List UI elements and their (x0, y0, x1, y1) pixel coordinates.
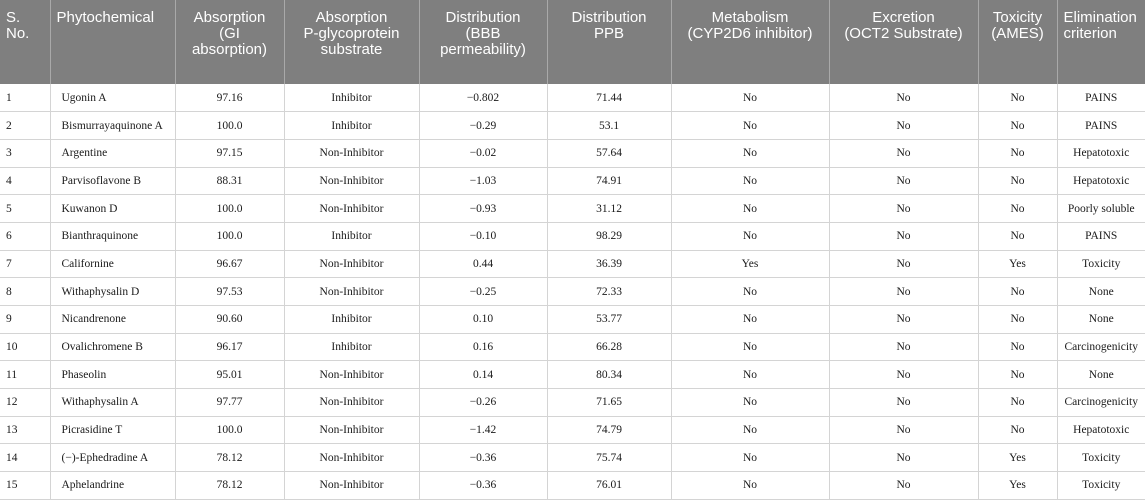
cell-cyp2d6-inhibitor: No (671, 139, 829, 167)
cell-sno: 2 (0, 112, 50, 140)
cell-elimination-criterion: Hepatotoxic (1057, 167, 1145, 195)
cell-bbb-permeability: −0.93 (419, 195, 547, 223)
cell-bbb-permeability: 0.16 (419, 333, 547, 361)
cell-ppb: 76.01 (547, 472, 671, 500)
cell-pgp-substrate: Non-Inhibitor (284, 278, 419, 306)
cell-gi-absorption: 100.0 (175, 195, 284, 223)
cell-sno: 1 (0, 84, 50, 112)
cell-ames-toxicity: No (978, 167, 1057, 195)
cell-pgp-substrate: Non-Inhibitor (284, 195, 419, 223)
cell-ames-toxicity: No (978, 333, 1057, 361)
cell-sno: 4 (0, 167, 50, 195)
cell-gi-absorption: 100.0 (175, 222, 284, 250)
header-sno: S. No. (0, 0, 50, 84)
table-body (0, 84, 1145, 499)
cell-oct2-substrate: No (829, 361, 978, 389)
cell-gi-absorption: 97.16 (175, 84, 284, 112)
cell-phytochemical: Kuwanon D (50, 195, 175, 223)
cell-elimination-criterion: Carcinogenicity (1057, 389, 1145, 417)
cell-ppb: 36.39 (547, 250, 671, 278)
cell-cyp2d6-inhibitor: No (671, 167, 829, 195)
table-row (0, 416, 1145, 444)
cell-cyp2d6-inhibitor: No (671, 222, 829, 250)
cell-pgp-substrate: Non-Inhibitor (284, 139, 419, 167)
cell-pgp-substrate: Non-Inhibitor (284, 389, 419, 417)
cell-elimination-criterion: PAINS (1057, 84, 1145, 112)
cell-ames-toxicity: No (978, 278, 1057, 306)
cell-sno: 8 (0, 278, 50, 306)
cell-ames-toxicity: No (978, 361, 1057, 389)
cell-ppb: 57.64 (547, 139, 671, 167)
cell-oct2-substrate: No (829, 444, 978, 472)
cell-bbb-permeability: −0.802 (419, 84, 547, 112)
cell-phytochemical: Bianthraquinone (50, 222, 175, 250)
cell-sno: 5 (0, 195, 50, 223)
cell-ppb: 53.77 (547, 306, 671, 334)
cell-oct2-substrate: No (829, 139, 978, 167)
cell-oct2-substrate: No (829, 389, 978, 417)
cell-ppb: 71.44 (547, 84, 671, 112)
cell-pgp-substrate: Inhibitor (284, 84, 419, 112)
table-row (0, 139, 1145, 167)
cell-ppb: 75.74 (547, 444, 671, 472)
cell-oct2-substrate: No (829, 84, 978, 112)
cell-elimination-criterion: Toxicity (1057, 250, 1145, 278)
cell-phytochemical: Parvisoflavone B (50, 167, 175, 195)
table-row (0, 333, 1145, 361)
cell-oct2-substrate: No (829, 306, 978, 334)
cell-oct2-substrate: No (829, 222, 978, 250)
cell-pgp-substrate: Inhibitor (284, 333, 419, 361)
cell-phytochemical: Ugonin A (50, 84, 175, 112)
cell-bbb-permeability: −1.42 (419, 416, 547, 444)
cell-oct2-substrate: No (829, 195, 978, 223)
cell-bbb-permeability: −0.02 (419, 139, 547, 167)
cell-gi-absorption: 96.67 (175, 250, 284, 278)
cell-elimination-criterion: PAINS (1057, 112, 1145, 140)
cell-gi-absorption: 90.60 (175, 306, 284, 334)
cell-gi-absorption: 88.31 (175, 167, 284, 195)
cell-bbb-permeability: −0.10 (419, 222, 547, 250)
cell-phytochemical: Argentine (50, 139, 175, 167)
cell-ames-toxicity: Yes (978, 472, 1057, 500)
table-row (0, 278, 1145, 306)
cell-pgp-substrate: Inhibitor (284, 222, 419, 250)
cell-ames-toxicity: No (978, 84, 1057, 112)
cell-elimination-criterion: PAINS (1057, 222, 1145, 250)
cell-sno: 9 (0, 306, 50, 334)
cell-bbb-permeability: −0.29 (419, 112, 547, 140)
cell-phytochemical: Bismurrayaquinone A (50, 112, 175, 140)
cell-ames-toxicity: No (978, 139, 1057, 167)
cell-pgp-substrate: Inhibitor (284, 306, 419, 334)
header-elimination: Elimination criterion (1057, 0, 1145, 84)
table-row (0, 250, 1145, 278)
cell-ames-toxicity: No (978, 112, 1057, 140)
cell-pgp-substrate: Inhibitor (284, 112, 419, 140)
cell-pgp-substrate: Non-Inhibitor (284, 361, 419, 389)
cell-phytochemical: Aphelandrine (50, 472, 175, 500)
cell-phytochemical: Californine (50, 250, 175, 278)
cell-cyp2d6-inhibitor: No (671, 361, 829, 389)
table-row (0, 361, 1145, 389)
header-row (0, 0, 1145, 84)
cell-cyp2d6-inhibitor: No (671, 112, 829, 140)
cell-elimination-criterion: Poorly soluble (1057, 195, 1145, 223)
cell-pgp-substrate: Non-Inhibitor (284, 444, 419, 472)
cell-bbb-permeability: −0.25 (419, 278, 547, 306)
cell-ames-toxicity: No (978, 306, 1057, 334)
header-excretion: Excretion (OCT2 Substrate) (829, 0, 978, 84)
cell-pgp-substrate: Non-Inhibitor (284, 472, 419, 500)
cell-gi-absorption: 100.0 (175, 112, 284, 140)
cell-oct2-substrate: No (829, 278, 978, 306)
cell-ppb: 80.34 (547, 361, 671, 389)
cell-cyp2d6-inhibitor: No (671, 444, 829, 472)
cell-ppb: 74.79 (547, 416, 671, 444)
cell-gi-absorption: 78.12 (175, 472, 284, 500)
cell-oct2-substrate: No (829, 333, 978, 361)
cell-cyp2d6-inhibitor: No (671, 333, 829, 361)
cell-cyp2d6-inhibitor: No (671, 389, 829, 417)
cell-elimination-criterion: Hepatotoxic (1057, 416, 1145, 444)
cell-gi-absorption: 97.77 (175, 389, 284, 417)
cell-phytochemical: Withaphysalin A (50, 389, 175, 417)
cell-bbb-permeability: −0.36 (419, 444, 547, 472)
table-row (0, 167, 1145, 195)
cell-cyp2d6-inhibitor: No (671, 306, 829, 334)
cell-elimination-criterion: None (1057, 306, 1145, 334)
cell-gi-absorption: 97.53 (175, 278, 284, 306)
cell-oct2-substrate: No (829, 416, 978, 444)
cell-ppb: 31.12 (547, 195, 671, 223)
cell-phytochemical: Ovalichromene B (50, 333, 175, 361)
cell-pgp-substrate: Non-Inhibitor (284, 167, 419, 195)
cell-cyp2d6-inhibitor: No (671, 472, 829, 500)
cell-phytochemical: Phaseolin (50, 361, 175, 389)
cell-ames-toxicity: No (978, 389, 1057, 417)
header-ppb: Distribution PPB (547, 0, 671, 84)
cell-oct2-substrate: No (829, 167, 978, 195)
header-metabolism: Metabolism (CYP2D6 inhibitor) (671, 0, 829, 84)
cell-cyp2d6-inhibitor: No (671, 278, 829, 306)
cell-elimination-criterion: Carcinogenicity (1057, 333, 1145, 361)
cell-cyp2d6-inhibitor: Yes (671, 250, 829, 278)
cell-sno: 6 (0, 222, 50, 250)
cell-elimination-criterion: Hepatotoxic (1057, 139, 1145, 167)
table-row (0, 195, 1145, 223)
cell-ppb: 53.1 (547, 112, 671, 140)
cell-gi-absorption: 100.0 (175, 416, 284, 444)
cell-elimination-criterion: None (1057, 361, 1145, 389)
cell-phytochemical: Picrasidine T (50, 416, 175, 444)
cell-ppb: 72.33 (547, 278, 671, 306)
cell-sno: 10 (0, 333, 50, 361)
cell-ppb: 71.65 (547, 389, 671, 417)
cell-elimination-criterion: None (1057, 278, 1145, 306)
cell-pgp-substrate: Non-Inhibitor (284, 416, 419, 444)
cell-ames-toxicity: No (978, 416, 1057, 444)
cell-ppb: 74.91 (547, 167, 671, 195)
cell-phytochemical: (−)-Ephedradine A (50, 444, 175, 472)
header-bbb-permeability: Distribution (BBB permeability) (419, 0, 547, 84)
cell-ames-toxicity: No (978, 195, 1057, 223)
cell-cyp2d6-inhibitor: No (671, 195, 829, 223)
cell-ppb: 66.28 (547, 333, 671, 361)
table-row (0, 306, 1145, 334)
cell-ppb: 98.29 (547, 222, 671, 250)
cell-oct2-substrate: No (829, 250, 978, 278)
table-row (0, 84, 1145, 112)
cell-bbb-permeability: 0.14 (419, 361, 547, 389)
cell-ames-toxicity: Yes (978, 250, 1057, 278)
cell-ames-toxicity: No (978, 222, 1057, 250)
cell-sno: 12 (0, 389, 50, 417)
cell-oct2-substrate: No (829, 472, 978, 500)
cell-bbb-permeability: 0.44 (419, 250, 547, 278)
table-row (0, 112, 1145, 140)
cell-elimination-criterion: Toxicity (1057, 444, 1145, 472)
cell-bbb-permeability: −0.26 (419, 389, 547, 417)
table-row (0, 472, 1145, 500)
cell-pgp-substrate: Non-Inhibitor (284, 250, 419, 278)
cell-bbb-permeability: −1.03 (419, 167, 547, 195)
cell-sno: 3 (0, 139, 50, 167)
cell-sno: 11 (0, 361, 50, 389)
cell-cyp2d6-inhibitor: No (671, 84, 829, 112)
cell-sno: 13 (0, 416, 50, 444)
cell-sno: 15 (0, 472, 50, 500)
cell-phytochemical: Nicandrenone (50, 306, 175, 334)
header-toxicity: Toxicity (AMES) (978, 0, 1057, 84)
header-pgp-substrate: Absorption P-glycoprotein substrate (284, 0, 419, 84)
cell-cyp2d6-inhibitor: No (671, 416, 829, 444)
cell-gi-absorption: 97.15 (175, 139, 284, 167)
cell-elimination-criterion: Toxicity (1057, 472, 1145, 500)
cell-sno: 14 (0, 444, 50, 472)
table-row (0, 222, 1145, 250)
cell-phytochemical: Withaphysalin D (50, 278, 175, 306)
header-phytochemical: Phytochemical (50, 0, 175, 84)
cell-bbb-permeability: 0.10 (419, 306, 547, 334)
cell-gi-absorption: 95.01 (175, 361, 284, 389)
cell-oct2-substrate: No (829, 112, 978, 140)
table-row (0, 389, 1145, 417)
cell-ames-toxicity: Yes (978, 444, 1057, 472)
cell-bbb-permeability: −0.36 (419, 472, 547, 500)
cell-gi-absorption: 96.17 (175, 333, 284, 361)
cell-sno: 7 (0, 250, 50, 278)
table-header (0, 0, 1145, 84)
table-row (0, 444, 1145, 472)
cell-gi-absorption: 78.12 (175, 444, 284, 472)
header-gi-absorption: Absorption (GI absorption) (175, 0, 284, 84)
